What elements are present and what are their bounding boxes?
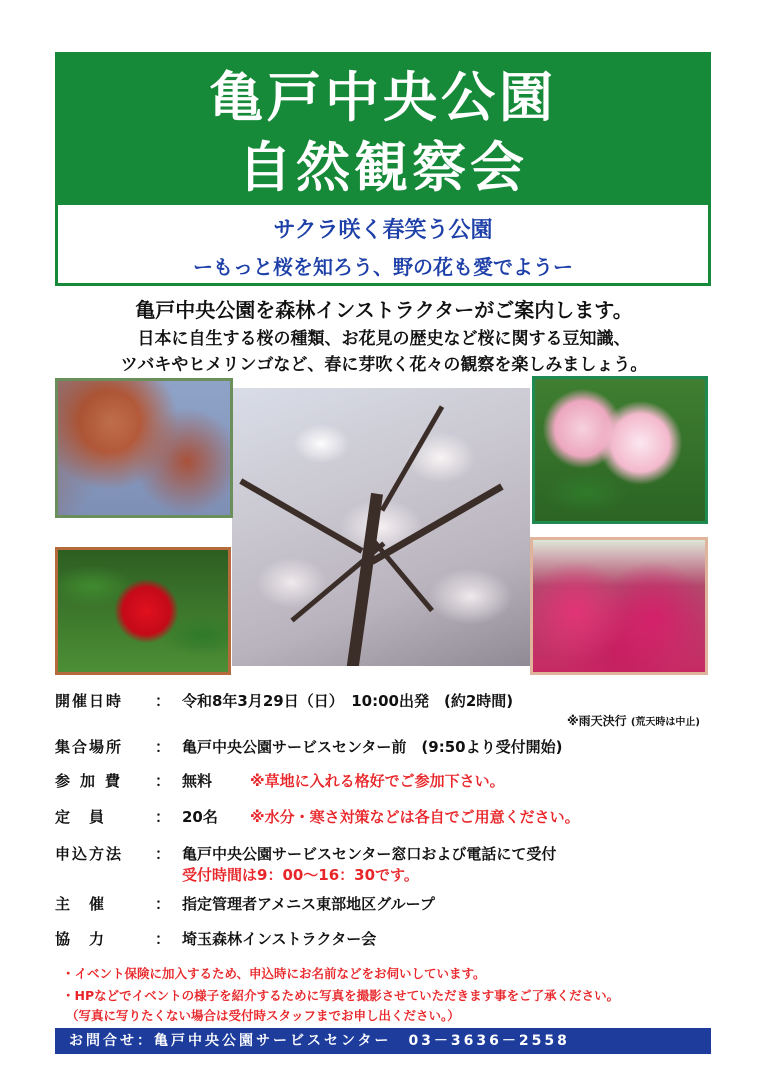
coop-label: 協 力 <box>55 930 107 948</box>
capacity-label: 定 員 <box>55 808 107 826</box>
title-line2: 自然観察会 <box>238 136 528 199</box>
coop-value: 埼玉森林インストラクター会 <box>182 930 377 948</box>
fee-colon: ： <box>155 772 171 790</box>
apply-colon: ： <box>155 845 171 863</box>
subtitle-main: サクラ咲く春笑う公園 <box>273 218 493 243</box>
contact-footer: お問合せ：亀戸中央公園サービスセンター 03－3636－2558 <box>55 1028 711 1054</box>
notice-insurance: ・イベント保険に加入するため、申込時にお名前などをお伺いしています。 <box>62 966 486 981</box>
host-colon: ： <box>155 895 171 913</box>
rain-note-small: (荒天時は中止) <box>630 717 700 728</box>
fee-label: 参加費 <box>55 772 131 790</box>
intro-lead: 亀戸中央公園を森林インストラクターがご案内します。 <box>135 298 633 322</box>
title-banner <box>55 52 711 208</box>
autumn-leaves-photo <box>55 378 233 518</box>
intro-line1: 日本に自生する桜の種類、お花見の歴史など桜に関する豆知識、 <box>137 329 631 349</box>
host-value: 指定管理者アメニス東部地区グループ <box>182 895 435 913</box>
apply-value: 亀戸中央公園サービスセンター窓口および電話にて受付 <box>182 845 557 863</box>
intro-line2: ツバキやヒメリンゴなど、春に芽吹く花々の観察を楽しみましょう。 <box>120 355 648 375</box>
azalea-photo <box>530 537 708 675</box>
capacity-value: 20名 <box>182 808 218 826</box>
capacity-colon: ： <box>155 808 171 826</box>
rain-note-main: ※雨天決行 <box>567 714 627 728</box>
apply-label: 申込方法 <box>55 845 124 863</box>
place-value: 亀戸中央公園サービスセンター前 (9:50より受付開始) <box>182 738 563 756</box>
red-camellia-photo <box>55 547 231 675</box>
rain-note <box>567 712 700 729</box>
date-colon: ： <box>155 692 171 710</box>
notice-photo-optout: （写真に写りたくない場合は受付時スタッフまでお申し出ください。） <box>66 1008 460 1023</box>
place-colon: ： <box>155 738 171 756</box>
title-line1: 亀戸中央公園 <box>209 66 557 129</box>
apply-hours: 受付時間は9：00～16：30です。 <box>182 866 419 884</box>
fee-note: ※草地に入れる格好でご参加下さい。 <box>250 772 505 790</box>
fee-value: 無料 <box>182 772 213 790</box>
date-value: 令和8年3月29日（日） 10:00出発 (約2時間) <box>182 692 514 710</box>
pink-camellia-photo <box>532 376 708 524</box>
subtitle-sub: ーもっと桜を知ろう、野の花も愛でようー <box>193 255 573 279</box>
capacity-note: ※水分・寒さ対策などは各自でご用意ください。 <box>250 808 580 826</box>
coop-colon: ： <box>155 930 171 948</box>
notice-photo: ・HPなどでイベントの様子を紹介するために写真を撮影させていただきます事をご了承ください。 <box>62 988 620 1003</box>
place-label: 集合場所 <box>55 738 124 756</box>
host-label: 主 催 <box>55 895 107 913</box>
subtitle-box <box>55 202 711 286</box>
date-label: 開催日時 <box>55 692 124 710</box>
cherry-blossom-photo <box>232 388 530 666</box>
